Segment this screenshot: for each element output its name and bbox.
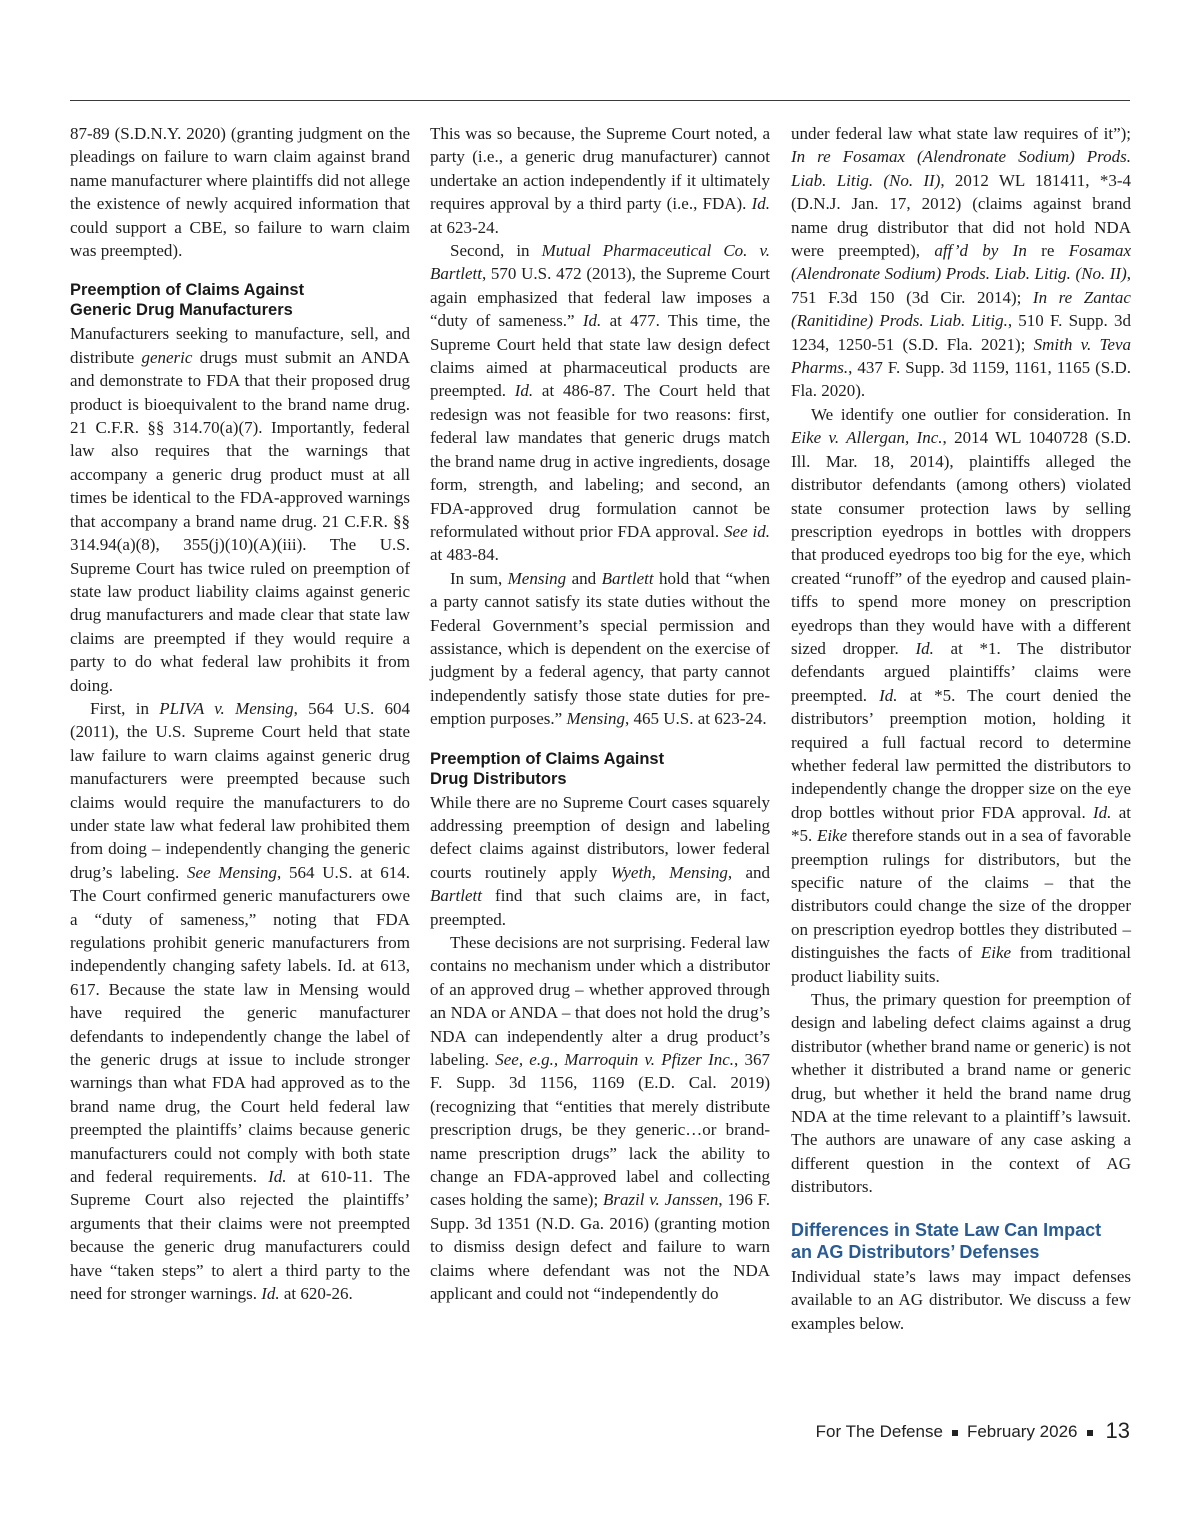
text-run: Preemption of Claims Against xyxy=(430,749,665,768)
column-3 xyxy=(791,122,1131,1335)
text-run: , 751 F.3d 150 (3d Cir. 2014); xyxy=(791,264,1131,307)
italic-text: Id. xyxy=(582,311,602,331)
text-run: Generic Drug Manufacturers xyxy=(70,301,293,320)
italic-text: Eike v. Allergan, Inc. xyxy=(791,428,943,448)
text-run: These decisions are not surprising. Federal law contains no mechanism under which a distributor of an approved drug – whether approved through an NDA or ANDA – that does not hold the drug’s NDA can independently alter a drug product’s labeling. xyxy=(430,933,770,1070)
page-number: 13 xyxy=(1105,1418,1130,1443)
italic-text: Fosamax (Alendronate Sodium) Prods. Liab. Litig. (No. II) xyxy=(791,241,1132,284)
separator-square-icon xyxy=(952,1430,958,1436)
paragraph xyxy=(430,791,770,931)
text-run: This was so because, the Supreme Court noted, a party (i.e., a generic drug manufacturer) cannot undertake an action independently if it ultimately requires approval by a third party (i.e., FDA). xyxy=(430,124,770,214)
text-run: from traditional product liability suits. xyxy=(791,943,1131,986)
text-run: , 437 F. Supp. 3d 1159, 1161, 1165 (S.D. Fla. 2020). xyxy=(791,358,1131,401)
page-footer xyxy=(816,1418,1130,1444)
italic-text: Wyeth, Mensing xyxy=(610,862,728,882)
separator-square-icon xyxy=(1087,1430,1093,1436)
paragraph xyxy=(791,1265,1131,1335)
italic-text: Id. xyxy=(514,381,534,401)
text-run: drugs must submit an ANDA and demonstrate to FDA that their proposed drug product is bioequivalent to the brand name drug. 21 C.F.R. §§ 314.70(a)(7). Importantly, federal law also requires that the warnings that accompany a generic drug product must at all times be identical to the FDA-approved warnings that accompany a brand name drug. 21 C.F.R. §§ 314.94(a)(8), 355(j)(10)(A)(iii). The U.S. Supreme Court has twice ruled on preemption of state law product liability claims against generic drug manufacturers and made clear that state law claims are preempted if they would require a party to do what federal law prohibits it from doing. xyxy=(70,347,411,695)
paragraph xyxy=(430,239,770,567)
text-run: Preemption of Claims Against xyxy=(70,281,305,300)
text-run: We identify one outlier for consideration. In xyxy=(811,404,1131,424)
text-run: at 623-24. xyxy=(430,217,499,237)
italic-text: Brazil v. Janssen xyxy=(602,1190,719,1210)
italic-text: Mensing xyxy=(507,568,567,588)
text-run: Individual state’s laws may impact defenses available to an AG distributor. We discuss a few examples below. xyxy=(791,1266,1131,1333)
italic-text: Id. xyxy=(268,1167,287,1187)
column-2 xyxy=(430,122,770,1306)
text-run: at 620-26. xyxy=(279,1284,353,1304)
text-run: , 196 F. Supp. 3d 1351 (N.D. Ga. 2016) (granting motion to dismiss design defect and failure to warn claims where defendant was not the NDA applicant and could not “independently do xyxy=(430,1190,770,1304)
text-run: First, in xyxy=(90,698,160,718)
italic-text: Smith v. Teva Pharms. xyxy=(791,334,1131,378)
text-run: Second, in xyxy=(450,241,542,261)
italic-text: See, e.g., Marroquin v. Pfizer Inc. xyxy=(495,1050,735,1070)
text-run: Differences in State Law Can Impact xyxy=(791,1219,1102,1240)
italic-text: Bartlett xyxy=(601,568,654,588)
text-run: , 570 U.S. 472 (2013), the Supreme Court again emphasized that federal law imposes a “duty of sameness.” xyxy=(430,264,770,331)
paragraph xyxy=(430,122,770,239)
italic-text: Bartlett xyxy=(430,886,482,906)
text-run: therefore stands out in a sea of favorable preemption rulings for distributors, but the specific nature of the claims – that the distributors could change the size of the dropper on prescription eyedrop bottles they distributed – distinguishes the facts of xyxy=(791,826,1131,963)
text-run: , 2014 WL 1040728 (S.D. Ill. Mar. 18, 2014), plaintiffs alleged the distributor defendants (among others) violated state consumer protection laws by selling prescription eyedrops in bottles with droppers that produced eyedrops too big for the eye, which created “runoff” of the eyedrop and caused plaintiffs to spend more money on prescription eyedrops than they would have with a different sized dropper. xyxy=(791,428,1131,658)
italic-text: Eike xyxy=(816,826,848,846)
text-run: and xyxy=(566,568,602,588)
italic-text: Mensing xyxy=(566,709,625,729)
paragraph xyxy=(70,697,410,1306)
text-run: , 2012 WL 181411, *3-4 (D.N.J. Jan. 17, 2012) (claims against brand name drug distributor that did not hold NDA were preempted), xyxy=(791,170,1131,261)
text-run: an AG Distributors’ Defenses xyxy=(791,1241,1040,1262)
italic-text: Id. xyxy=(261,1284,280,1304)
italic-text: generic xyxy=(141,347,193,367)
text-run: Drug Distributors xyxy=(430,769,567,788)
text-run: re xyxy=(1026,241,1069,261)
italic-text: See id. xyxy=(724,521,770,541)
issue-date: February 2026 xyxy=(966,1422,1078,1441)
text-run: at 477. This time, the Supreme Court held that state law design defect claims aimed at pharmaceutical products are preempted. xyxy=(430,311,770,401)
section-heading-state-law xyxy=(791,1219,1131,1263)
text-run: at 610-11. The Supreme Court also rejected the plaintiffs’ arguments that their claims were not preempted because the generic drug manufacturers could have “taken steps” to alert a third party to the need for stronger warnings. xyxy=(70,1167,410,1304)
text-run: Manufacturers seeking to manufacture, sell, and distribute xyxy=(70,324,410,367)
italic-text: Id. xyxy=(1093,802,1112,822)
italic-text: Id. xyxy=(879,685,898,705)
text-run: , 465 U.S. at 623-24. xyxy=(625,709,767,729)
paragraph xyxy=(70,322,410,697)
top-rule xyxy=(70,100,1130,101)
text-run: While there are no Supreme Court cases squarely addressing preemption of design and labeling defect claims against distributors, lower federal courts routinely apply xyxy=(430,792,770,882)
italic-text: PLIVA v. Mensing xyxy=(159,698,294,718)
italic-text: Eike xyxy=(980,943,1012,963)
paragraph xyxy=(791,403,1131,988)
text-run: , 564 U.S. 604 (2011), the U.S. Supreme Court held that state law failure to warn claims against generic drug manufacturers were preempted because such claims would require the manufacturers to do under state law what federal law prohibited them from doing – independently changing the generic drug’s labeling. xyxy=(70,698,410,882)
paragraph xyxy=(791,122,1131,403)
italic-text: Id. xyxy=(915,638,934,658)
section-heading-distributors xyxy=(430,749,770,789)
italic-text: In re Zantac (Ranitidine) Prods. Liab. Litig. xyxy=(791,287,1131,331)
paragraph xyxy=(791,988,1131,1199)
italic-text: In re Fosamax (Alendronate Sodium) Prods. Liab. Litig. (No. II) xyxy=(791,147,1131,190)
text-run: 87-89 (S.D.N.Y. 2020) (granting judgment on the pleadings on failure to warn claim against brand name manufacturer where plaintiffs did not allege the existence of newly acquired information that could support a CBE, so failure to warn claim was preempted). xyxy=(70,124,410,261)
text-run: under federal law what state law requires of it”); xyxy=(791,124,1131,143)
publication-name: For The Defense xyxy=(815,1422,943,1441)
text-run: , 510 F. Supp. 3d 1234, 1250-51 (S.D. Fla. 2021); xyxy=(791,311,1131,354)
text-run: In sum, xyxy=(450,568,508,588)
column-1 xyxy=(70,122,410,1306)
text-run: at *5. The court denied the distributors’ preemption motion, holding it required a full factual record to determine whether federal law permitted the distributors to independently change the dropper size on the eye drop bottles without prior FDA approval. xyxy=(791,685,1132,822)
text-run: at *1. The distributor defendants argued plaintiffs’ claims were preempted. xyxy=(791,638,1131,705)
section-heading-generic xyxy=(70,280,410,320)
paragraph xyxy=(430,567,770,731)
text-run: at 483-84. xyxy=(430,545,499,565)
text-run: at 486-87. The Court held that redesign was not feasible for two reasons: first, federal law mandates that generic drugs match the brand name drug in active ingredients, dosage form, strength, and labeling; and second, an FDA-approved drug formulation cannot be reformulated without prior FDA approval. xyxy=(430,381,770,541)
text-run: , and xyxy=(727,862,770,882)
italic-text: See Mensing xyxy=(187,862,277,882)
text-run: find that such claims are, in fact, preempted. xyxy=(430,886,770,929)
italic-text: Mutual Pharmaceutical Co. v. Bartlett xyxy=(430,241,770,284)
text-run: at *5. xyxy=(791,802,1131,846)
paragraph xyxy=(430,931,770,1306)
italic-text: Id. xyxy=(751,194,770,214)
text-run: Thus, the primary question for preemption of design and labeling defect claims against a drug distributor (whether brand name or generic) is not whether it distributed a brand name or generic drug, but whether it held the brand name drug NDA at the time relevant to a plaintiff’s lawsuit. The authors are unaware of any case asking a different question in the context of AG distributors. xyxy=(791,990,1131,1197)
paragraph xyxy=(70,122,410,262)
italic-text: aff’d by In xyxy=(934,241,1027,261)
text-run: , 564 U.S. at 614. The Court confirmed generic manufacturers owe a “duty of sameness,” noting that FDA regulations prohibit generic manufacturers from independently changing safety labels. Id. at 613, 617. Because the state law in Mensing would have required the generic manufacturer defendants to independently change the label of the generic drugs at issue to include stronger warnings than what FDA had approved as to the brand name drug, the Court held federal law preempted the plaintiffs’ claims because generic manufacturers could not comply with both state and federal requirements. xyxy=(70,862,411,1187)
text-run: hold that “when a party cannot satisfy its state duties without the Federal Government’s special permission and assistance, which is dependent on the exercise of judgment by a federal agency, that party cannot independently satisfy those state duties for preemption purposes.” xyxy=(430,568,770,729)
text-run: , 367 F. Supp. 3d 1156, 1169 (E.D. Cal. 2019) (recognizing that “entities that merely distribute prescription drugs, be they generic…or brand-name prescription drugs” lack the ability to change an FDA-approved label and collecting cases holding the same); xyxy=(430,1050,771,1210)
